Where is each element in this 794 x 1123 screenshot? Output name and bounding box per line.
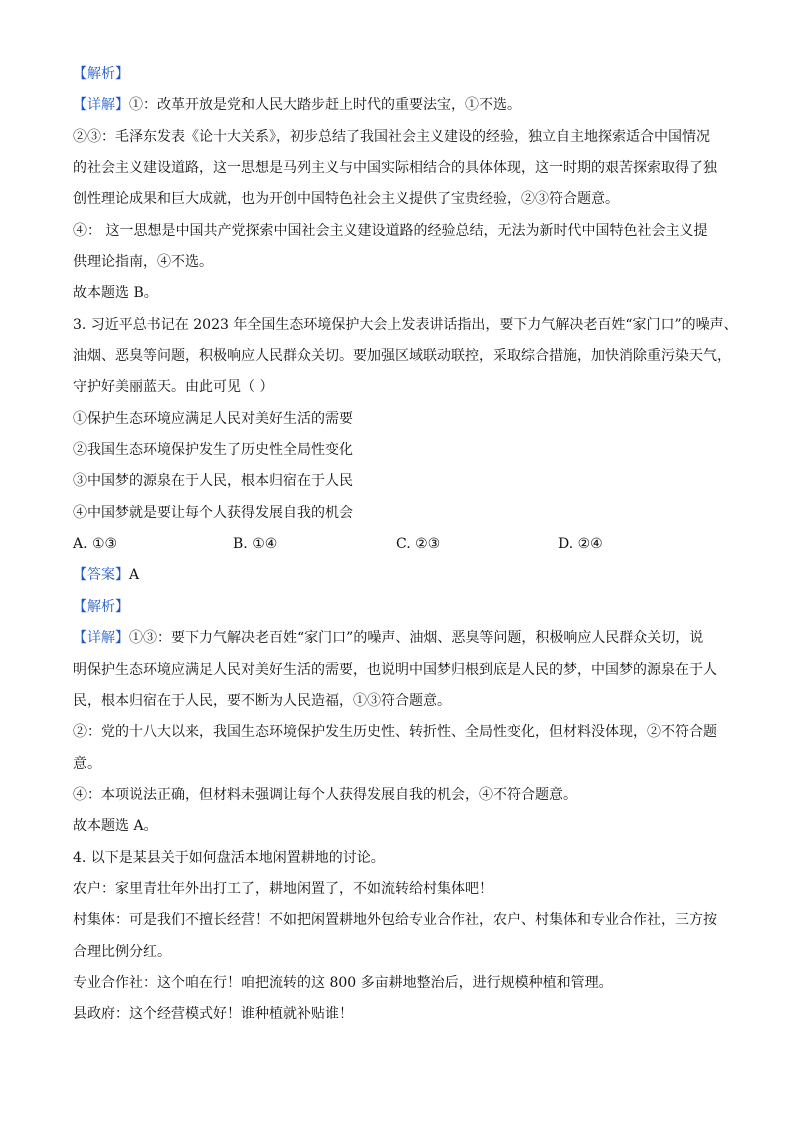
option-b: B. ①④ (233, 536, 278, 552)
line-text: 民，根本归宿在于人民，要不断为人民造福，①③符合题意。 (73, 693, 451, 709)
dialogue-line (73, 879, 493, 899)
doc-line (73, 754, 101, 774)
question-stem (73, 848, 385, 868)
doc-line (73, 252, 213, 272)
line-text: 意。 (73, 756, 101, 772)
line-text: 3. 习近平总书记在 2023 年全国生态环境保护大会上发表讲话指出，要下力气解决老百姓“家门口”的噪声、 (73, 317, 738, 333)
dialogue-line (73, 973, 613, 993)
line-text: 油烟、恶臭等问题，积极响应人民群众关切。要加强区域联动联控，采取综合措施，加快消除重污染天气， (73, 348, 731, 364)
line-text: ④：本项说法正确，但材料未强调让每个人获得发展自我的机会，④不符合题意。 (73, 787, 577, 803)
line-text: 农户：家里青壮年外出打工了，耕地闲置了，不如流转给村集体吧！ (73, 881, 493, 897)
section-tag: 【详解】 (73, 97, 129, 113)
line-text: ①③：要下力气解决老百姓“家门口”的噪声、油烟、恶臭等问题，积极响应人民群众关切，说 (129, 630, 704, 646)
doc-line (73, 691, 451, 711)
line-text: ②我国生态环境保护发生了历史性全局性变化 (73, 442, 353, 458)
statement-item (73, 471, 353, 491)
section-tag: 【解析】 (73, 599, 129, 615)
line-text: ④中国梦就是要让每个人获得发展自我的机会 (73, 505, 353, 521)
line-text: ④： 这一思想是中国共产党探索中国社会主义建设道路的经验总结，无法为新时代中国特色社会主义提 (73, 223, 708, 239)
line-text: 守护好美丽蓝天。由此可见（ ） (73, 379, 274, 395)
line-text: 村集体：可是我们不擅长经营！不如把闲置耕地外包给专业合作社，农户、村集体和专业合作社，三方按 (73, 912, 717, 928)
option-d: D. ②④ (558, 536, 603, 552)
doc-line (73, 283, 158, 303)
line-text: 4. 以下是某县关于如何盘活本地闲置耕地的讨论。 (73, 850, 385, 866)
doc-line (73, 660, 717, 680)
option-a: A. ①③ (73, 536, 118, 552)
question-stem (73, 315, 738, 335)
section-tag: 【解析】 (73, 66, 129, 82)
dialogue-line (73, 942, 171, 962)
line-text: ③中国梦的源泉在于人民，根本归宿在于人民 (73, 473, 353, 489)
doc-line (73, 189, 619, 209)
option-c: C. ②③ (396, 536, 441, 552)
doc-line (73, 221, 707, 241)
section-tag: 【答案】 (73, 567, 129, 583)
line-text: ②③：毛泽东发表《论十大关系》，初步总结了我国社会主义建设的经验，独立自主地探索适合中国情况 (73, 129, 710, 145)
line-text: ②：党的十八大以来，我国生态环境保护发生历史性、转折性、全局性变化，但材料没体现，②不符合题 (73, 724, 717, 740)
doc-line (73, 816, 158, 836)
line-text: 县政府：这个经营模式好！谁种植就补贴谁！ (73, 1006, 353, 1022)
doc-line (73, 64, 129, 84)
line-text: 故本题选 A。 (73, 818, 158, 834)
doc-line (73, 722, 717, 742)
line-text: 明保护生态环境应满足人民对美好生活的需要，也说明中国梦归根到底是人民的梦，中国梦的源泉在于人 (73, 662, 717, 678)
statement-item (73, 503, 353, 523)
dialogue-line (73, 1004, 353, 1024)
line-text: ①：改革开放是党和人民大踏步赶上时代的重要法宝，①不选。 (129, 97, 521, 113)
doc-line (73, 127, 710, 147)
line-text: 供理论指南，④不选。 (73, 254, 213, 270)
statement-item (73, 409, 353, 429)
line-text: 的社会主义建设道路，这一思想是马列主义与中国实际相结合的具体体现，这一时期的艰苦探索取得了独 (73, 160, 717, 176)
line-text: 合理比例分红。 (73, 944, 171, 960)
statement-item (73, 440, 353, 460)
answer-line (73, 565, 139, 585)
line-text: A (129, 567, 140, 583)
line-text: 故本题选 B。 (73, 285, 158, 301)
dialogue-line (73, 910, 717, 930)
doc-line (73, 628, 703, 648)
line-text: 创性理论成果和巨大成就，也为开创中国特色社会主义提供了宝贵经验，②③符合题意。 (73, 191, 619, 207)
question-stem (73, 346, 731, 366)
doc-line (73, 597, 129, 617)
section-tag: 【详解】 (73, 630, 129, 646)
doc-line (73, 95, 521, 115)
line-text: ①保护生态环境应满足人民对美好生活的需要 (73, 411, 353, 427)
question-stem (73, 377, 273, 397)
doc-line (73, 785, 577, 805)
line-text: 专业合作社：这个咱在行！咱把流转的这 800 多亩耕地整治后，进行规模种植和管理。 (73, 975, 613, 991)
doc-line (73, 158, 717, 178)
